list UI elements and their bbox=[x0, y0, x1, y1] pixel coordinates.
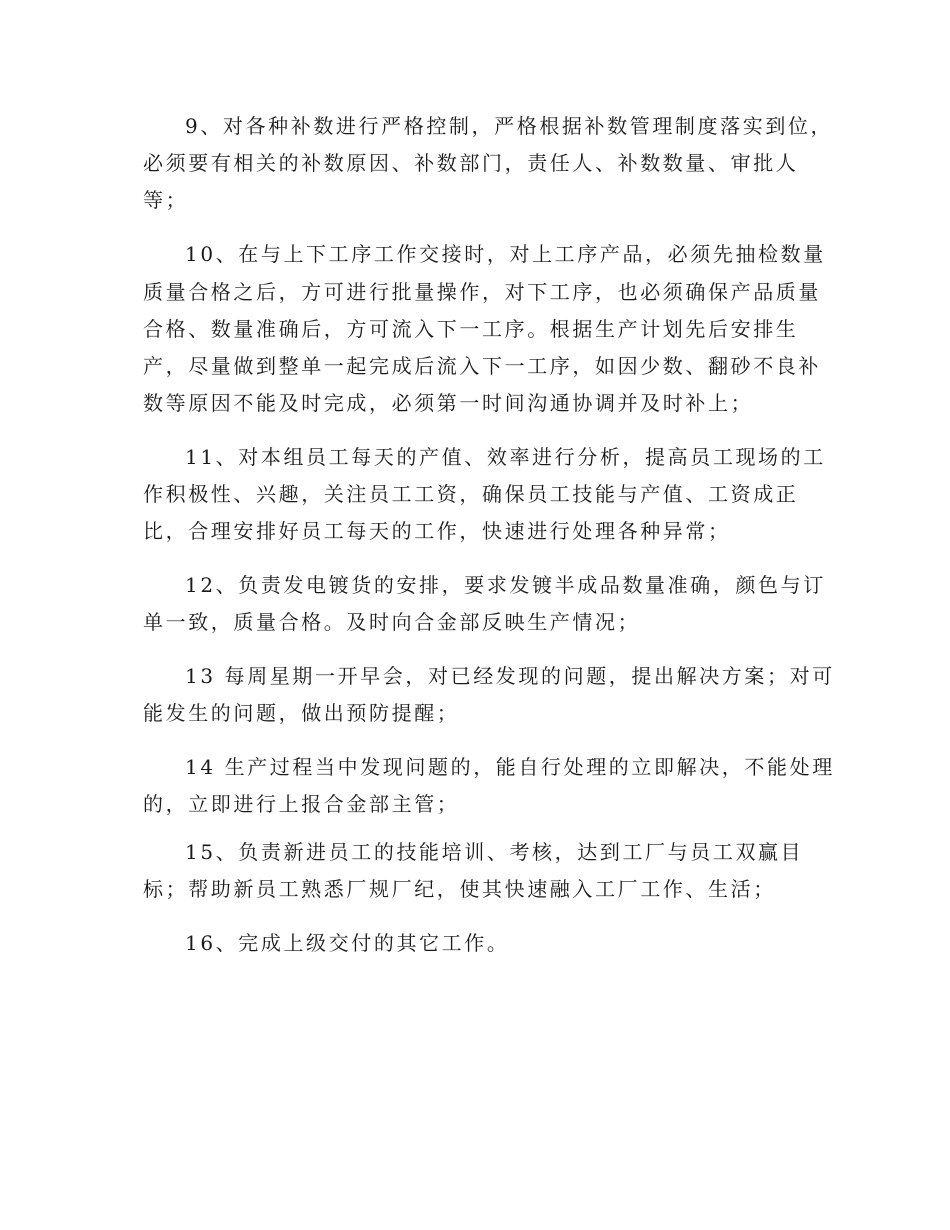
paragraph-15-line-2: 标；帮助新员工熟悉厂规厂纪，使其快速融入工厂工作、生活； bbox=[143, 877, 776, 901]
paragraph-11-line-1: 11、对本组员工每天的产值、效率进行分析，提高员工现场的工 bbox=[185, 445, 826, 469]
paragraph-14-line-2: 的，立即进行上报合金部主管； bbox=[143, 792, 460, 816]
paragraph-11-line-3: 比，合理安排好员工每天的工作，快速进行处理各种异常； bbox=[143, 519, 731, 543]
paragraph-14-line-1: 14 生产过程当中发现问题的，能自行处理的立即解决，不能处理 bbox=[185, 755, 835, 779]
paragraph-16-line-1: 16、完成上级交付的其它工作。 bbox=[185, 931, 510, 955]
paragraph-10-line-4: 产，尽量做到整单一起完成后流入下一工序，如因少数、翻砂不良补 bbox=[143, 354, 821, 378]
paragraph-9-line-2: 必须要有相关的补数原因、补数部门，责任人、补数数量、审批人 bbox=[143, 151, 799, 175]
paragraph-10-line-5: 数等原因不能及时完成，必须第一时间沟通协调并及时补上； bbox=[143, 391, 754, 415]
paragraph-13-line-2: 能发生的问题，做出预防提醒； bbox=[143, 701, 460, 725]
paragraph-10-line-2: 质量合格之后，方可进行批量操作，对下工序，也必须确保产品质量 bbox=[143, 280, 821, 304]
paragraph-15-line-1: 15、负责新进员工的技能培训、考核，达到工厂与员工双赢目 bbox=[185, 840, 804, 864]
paragraph-11-line-2: 作积极性、兴趣，关注员工工资，确保员工技能与产值、工资成正 bbox=[143, 482, 799, 506]
paragraph-9-line-3: 等； bbox=[143, 188, 189, 212]
paragraph-10-line-1: 10、在与上下工序工作交接时，对上工序产品，必须先抽检数量 bbox=[185, 242, 826, 266]
paragraph-9-line-1: 9、对各种补数进行严格控制，严格根据补数管理制度落实到位， bbox=[185, 114, 834, 138]
paragraph-12-line-2: 单一致，质量合格。及时向合金部反映生产情况； bbox=[143, 610, 641, 634]
paragraph-10-line-3: 合格、数量准确后，方可流入下一工序。根据生产计划先后安排生 bbox=[143, 317, 799, 341]
paragraph-13-line-1: 13 每周星期一开早会，对已经发现的问题，提出解决方案；对可 bbox=[185, 664, 835, 688]
paragraph-12-line-1: 12、负责发电镀货的安排，要求发镀半成品数量准确，颜色与订 bbox=[185, 573, 826, 597]
